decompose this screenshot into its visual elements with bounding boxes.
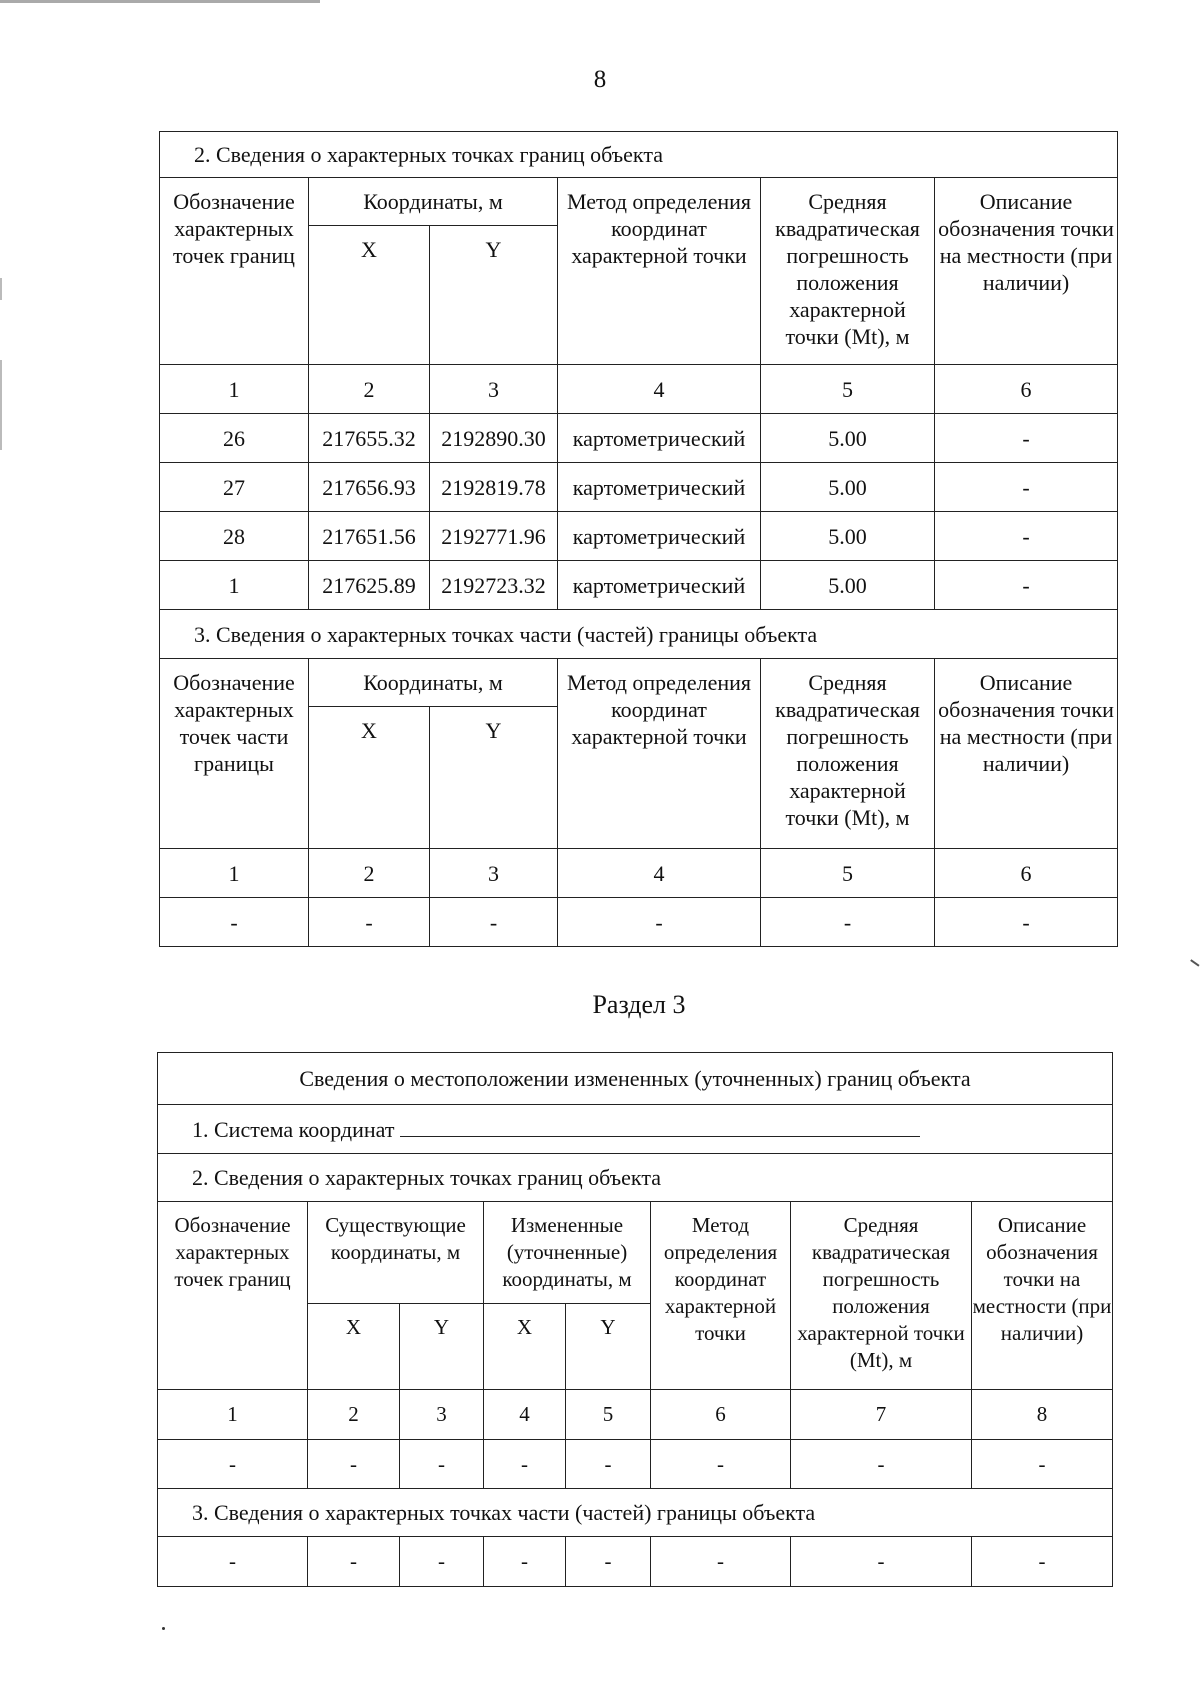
header-method: Метод определения координат характерной точки bbox=[558, 659, 761, 849]
method-value: картометрический bbox=[558, 463, 761, 512]
method-value: картометрический bbox=[558, 512, 761, 561]
description-value: - bbox=[935, 561, 1118, 610]
scan-dot bbox=[162, 1627, 165, 1630]
header-accuracy: Средняя квадратическая погрешность положения характерной точки (Mt), м bbox=[791, 1202, 972, 1390]
column-number: 5 bbox=[761, 365, 935, 414]
point-id: - bbox=[158, 1537, 308, 1587]
method-value: - bbox=[558, 898, 761, 947]
table-row bbox=[160, 512, 1118, 561]
description-value: - bbox=[935, 414, 1118, 463]
table-row bbox=[160, 898, 1118, 947]
method-value: - bbox=[651, 1440, 791, 1489]
column-number: 1 bbox=[160, 365, 309, 414]
header-existing-coordinates: Существующие координаты, м bbox=[308, 1202, 484, 1304]
scan-edge-mark bbox=[0, 278, 2, 300]
section-2-title: 2. Сведения о характерных точках границ объекта bbox=[160, 132, 1118, 178]
table-title: Сведения о местоположении измененных (уточненных) границ объекта bbox=[158, 1053, 1113, 1105]
method-value: картометрический bbox=[558, 414, 761, 463]
header-point-designation: Обозначение характерных точек границ bbox=[158, 1202, 308, 1390]
header-accuracy: Средняя квадратическая погрешность положения характерной точки (Mt), м bbox=[761, 659, 935, 849]
page-number: 8 bbox=[593, 66, 607, 93]
column-number: 5 bbox=[566, 1390, 651, 1440]
table-row bbox=[158, 1537, 1113, 1587]
column-number: 6 bbox=[935, 365, 1118, 414]
changed-x: - bbox=[484, 1537, 566, 1587]
changed-y: - bbox=[566, 1440, 651, 1489]
header-existing-x: X bbox=[308, 1304, 400, 1390]
header-description: Описание обозначения точки на местности (при наличии) bbox=[972, 1202, 1113, 1390]
header-x: X bbox=[309, 226, 430, 365]
accuracy-value: 5.00 bbox=[761, 463, 935, 512]
column-number: 5 bbox=[761, 849, 935, 898]
coord-x: 217651.56 bbox=[309, 512, 430, 561]
scan-corner-mark bbox=[1190, 959, 1199, 966]
section-3-title: 3. Сведения о характерных точках части (частей) границы объекта bbox=[158, 1489, 1113, 1537]
header-description: Описание обозначения точки на местности (при наличии) bbox=[935, 659, 1118, 849]
section-heading: Раздел 3 bbox=[592, 990, 686, 1019]
section-2-title: 2. Сведения о характерных точках границ объекта bbox=[158, 1154, 1113, 1202]
accuracy-value: 5.00 bbox=[761, 414, 935, 463]
description-value: - bbox=[935, 463, 1118, 512]
column-number: 3 bbox=[430, 365, 558, 414]
scan-edge-mark bbox=[0, 360, 2, 450]
column-number: 6 bbox=[935, 849, 1118, 898]
point-id: 26 bbox=[160, 414, 309, 463]
coordinate-system-blank bbox=[400, 1116, 920, 1137]
header-point-designation: Обозначение характерных точек границ bbox=[160, 178, 309, 365]
header-changed-y: Y bbox=[566, 1304, 651, 1390]
header-changed-x: X bbox=[484, 1304, 566, 1390]
section-3-title: 3. Сведения о характерных точках части (частей) границы объекта bbox=[160, 610, 1118, 659]
column-number: 4 bbox=[558, 849, 761, 898]
table-row bbox=[158, 1440, 1113, 1489]
changed-boundaries-table bbox=[157, 1052, 1113, 1587]
existing-y: - bbox=[400, 1440, 484, 1489]
changed-y: - bbox=[566, 1537, 651, 1587]
column-number: 1 bbox=[160, 849, 309, 898]
header-method: Метод определения координат характерной точки bbox=[651, 1202, 791, 1390]
coord-y: 2192890.30 bbox=[430, 414, 558, 463]
point-id: 27 bbox=[160, 463, 309, 512]
column-number: 2 bbox=[308, 1390, 400, 1440]
coord-x: - bbox=[309, 898, 430, 947]
point-id: - bbox=[158, 1440, 308, 1489]
accuracy-value: 5.00 bbox=[761, 561, 935, 610]
existing-x: - bbox=[308, 1440, 400, 1489]
coord-y: 2192771.96 bbox=[430, 512, 558, 561]
description-value: - bbox=[935, 898, 1118, 947]
existing-x: - bbox=[308, 1537, 400, 1587]
point-id: - bbox=[160, 898, 309, 947]
scan-border-top bbox=[0, 0, 320, 3]
method-value: картометрический bbox=[558, 561, 761, 610]
coord-y: - bbox=[430, 898, 558, 947]
table-row bbox=[160, 561, 1118, 610]
column-number: 3 bbox=[430, 849, 558, 898]
accuracy-value: - bbox=[761, 898, 935, 947]
coord-y: 2192723.32 bbox=[430, 561, 558, 610]
description-value: - bbox=[972, 1440, 1113, 1489]
point-id: 1 bbox=[160, 561, 309, 610]
column-number: 7 bbox=[791, 1390, 972, 1440]
header-accuracy: Средняя квадратическая погрешность положения характерной точки (Mt), м bbox=[761, 178, 935, 365]
header-x: X bbox=[309, 707, 430, 849]
method-value: - bbox=[651, 1537, 791, 1587]
coord-x: 217625.89 bbox=[309, 561, 430, 610]
description-value: - bbox=[972, 1537, 1113, 1587]
coordinate-system-label: 1. Система координат bbox=[192, 1116, 395, 1142]
existing-y: - bbox=[400, 1537, 484, 1587]
accuracy-value: - bbox=[791, 1537, 972, 1587]
header-coordinates: Координаты, м bbox=[309, 659, 558, 707]
accuracy-value: 5.00 bbox=[761, 512, 935, 561]
boundary-points-table bbox=[159, 131, 1118, 947]
coord-y: 2192819.78 bbox=[430, 463, 558, 512]
header-y: Y bbox=[430, 707, 558, 849]
header-changed-coordinates: Измененные (уточненные) координаты, м bbox=[484, 1202, 651, 1304]
column-number: 3 bbox=[400, 1390, 484, 1440]
header-coordinates: Координаты, м bbox=[309, 178, 558, 226]
header-existing-y: Y bbox=[400, 1304, 484, 1390]
header-point-designation-part: Обозначение характерных точек части границы bbox=[160, 659, 309, 849]
column-number: 2 bbox=[309, 849, 430, 898]
changed-x: - bbox=[484, 1440, 566, 1489]
coordinate-system-row bbox=[158, 1105, 1113, 1154]
column-number: 4 bbox=[558, 365, 761, 414]
header-y: Y bbox=[430, 226, 558, 365]
header-method: Метод определения координат характерной точки bbox=[558, 178, 761, 365]
column-number: 8 bbox=[972, 1390, 1113, 1440]
point-id: 28 bbox=[160, 512, 309, 561]
coord-x: 217655.32 bbox=[309, 414, 430, 463]
column-number: 1 bbox=[158, 1390, 308, 1440]
column-number: 6 bbox=[651, 1390, 791, 1440]
table-row bbox=[160, 414, 1118, 463]
description-value: - bbox=[935, 512, 1118, 561]
coord-x: 217656.93 bbox=[309, 463, 430, 512]
accuracy-value: - bbox=[791, 1440, 972, 1489]
header-description: Описание обозначения точки на местности (при наличии) bbox=[935, 178, 1118, 365]
column-number: 2 bbox=[309, 365, 430, 414]
column-number: 4 bbox=[484, 1390, 566, 1440]
table-row bbox=[160, 463, 1118, 512]
